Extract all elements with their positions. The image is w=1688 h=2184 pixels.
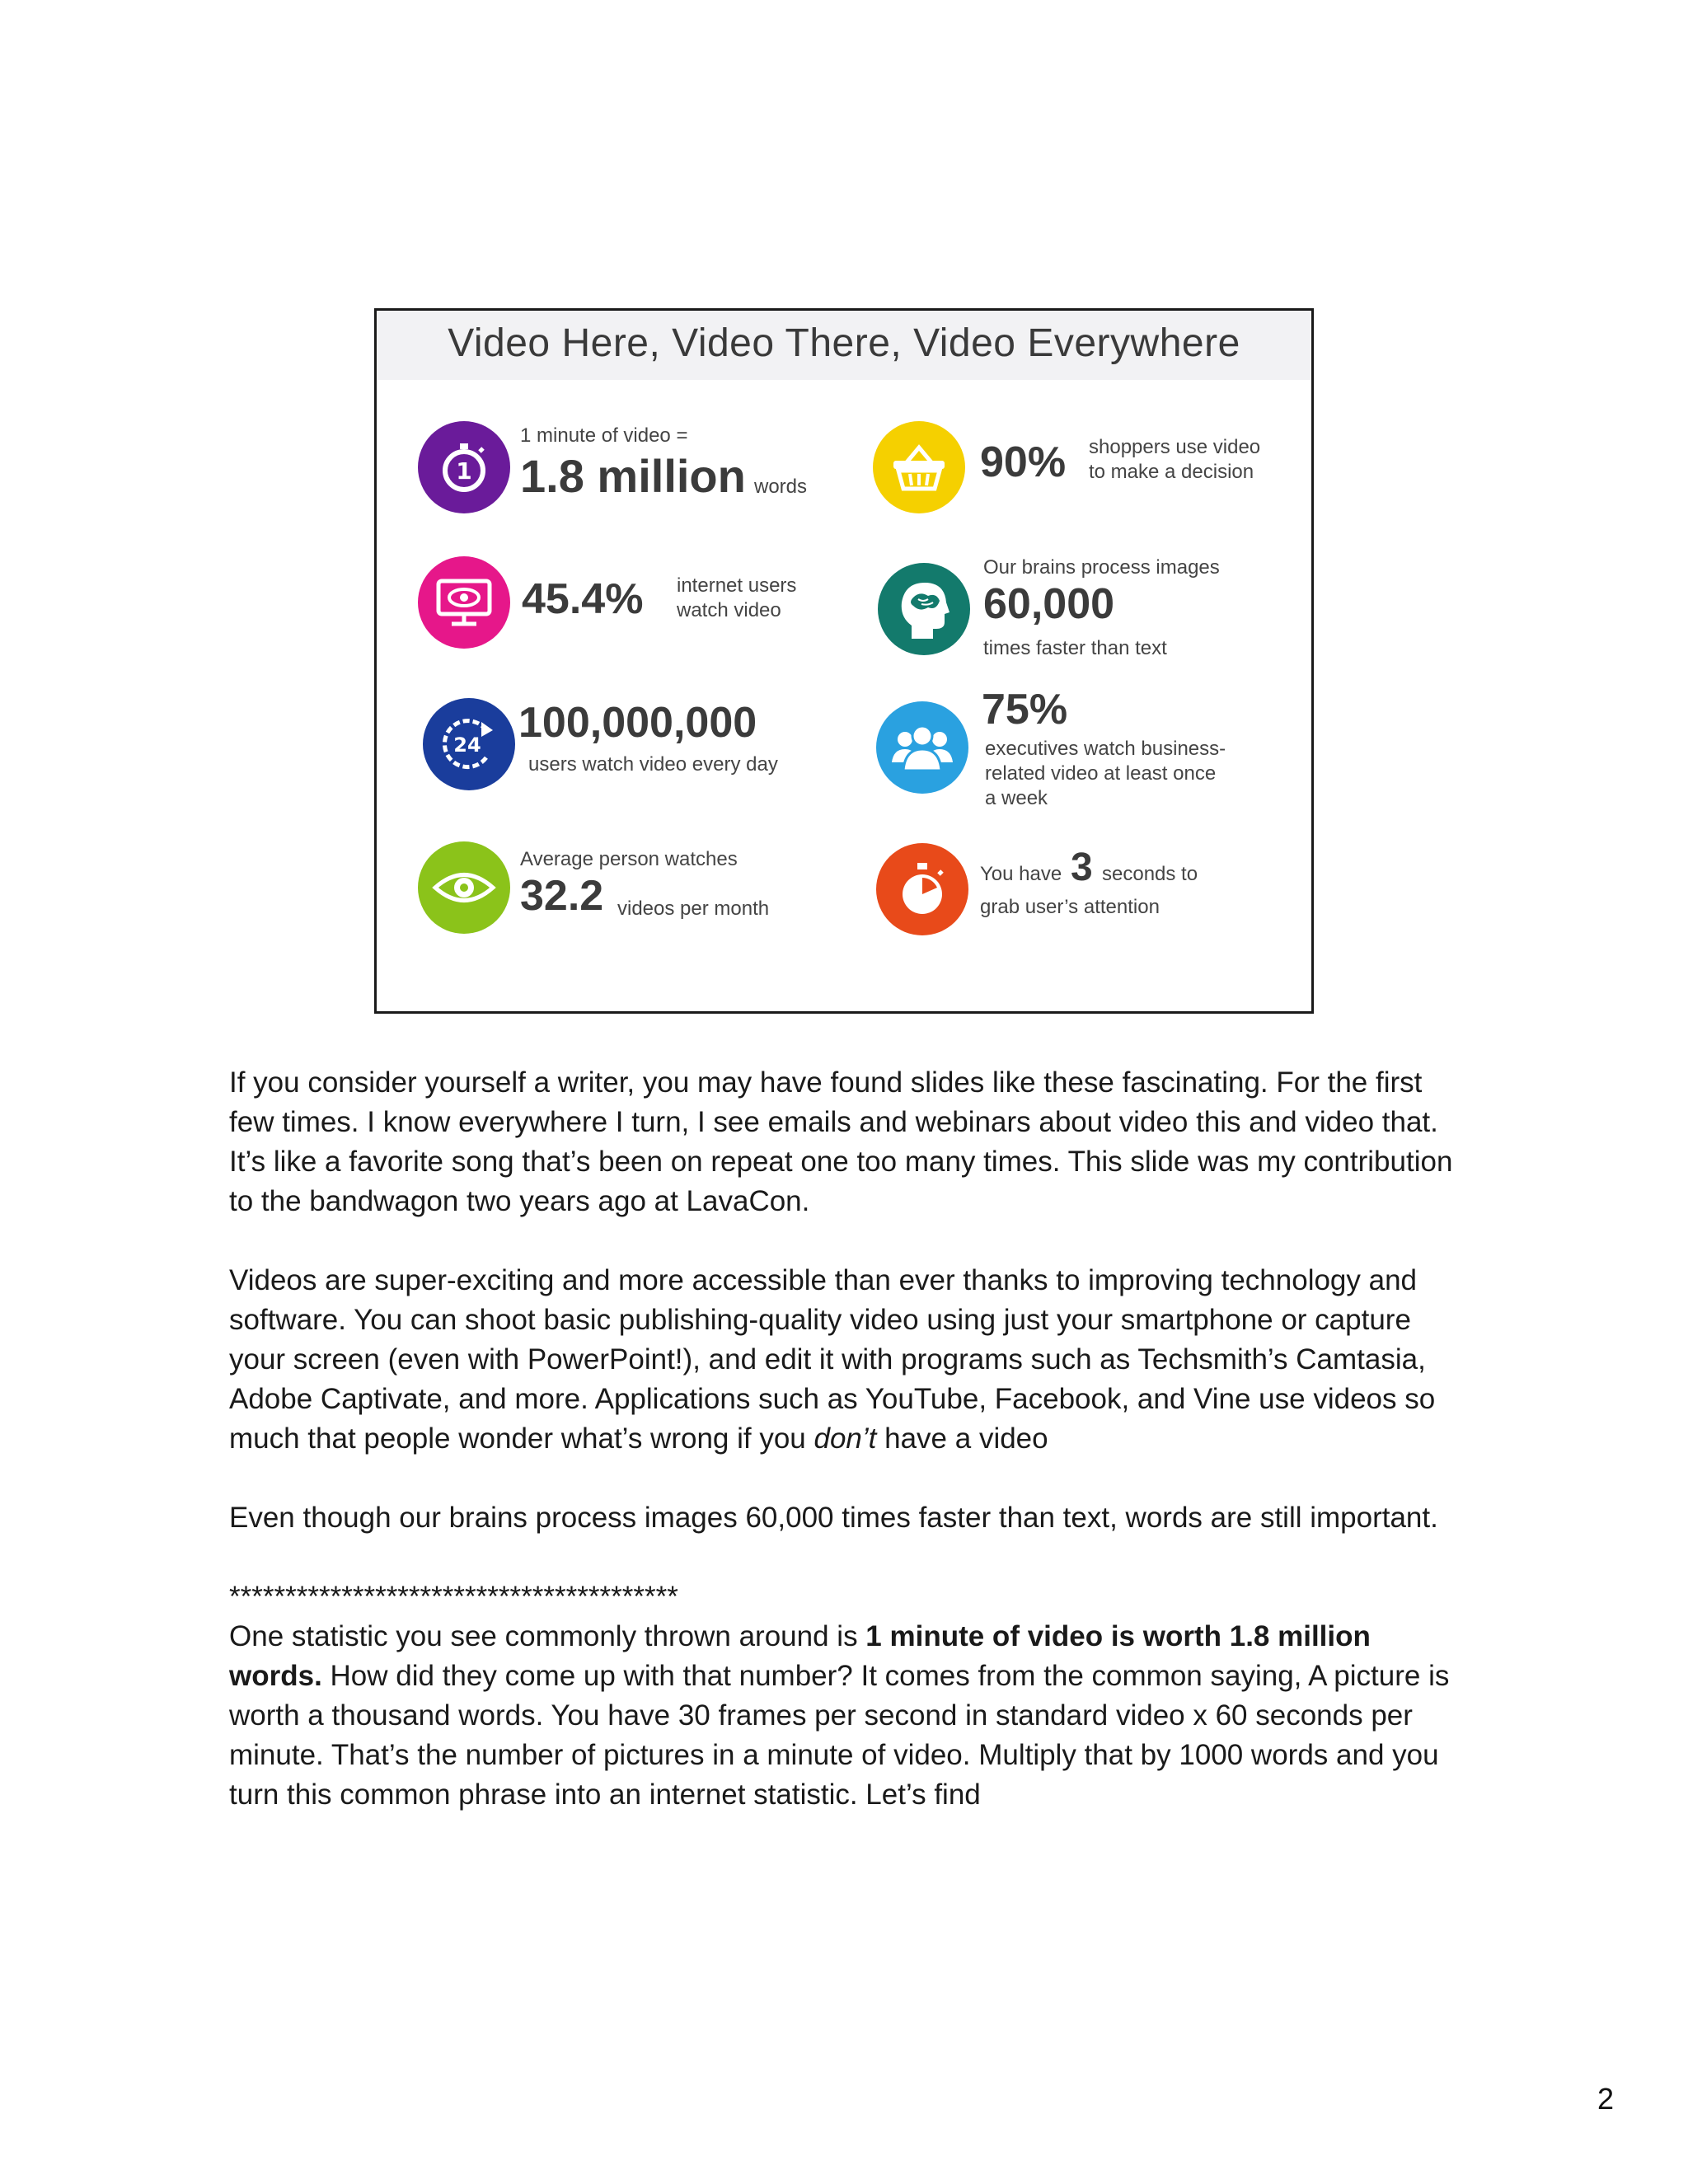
stat-minute-pre: 1 minute of video = xyxy=(520,424,688,447)
paragraph-4-bold: 1 minute of video is worth 1.8 million words. xyxy=(229,1620,1371,1692)
slide-title: Video Here, Video There, Video Everywhere xyxy=(448,321,1240,365)
stat-executives-line3: a week xyxy=(985,787,1048,809)
monitor-eye-icon xyxy=(418,556,510,649)
stat-shoppers-big: 90% xyxy=(980,438,1067,486)
stopwatch-icon xyxy=(418,421,510,513)
stat-executives-big: 75% xyxy=(982,686,1068,733)
paragraph-1: If you consider yourself a writer, you may have found slides like these fascinating. For the first few times. I know everywhere I turn, I see emails and webinars about video this and video that. It’s like a favorite song that’s been on repeat one too many times. This slide was my contribution to the bandwagon two years ago at LavaCon. xyxy=(229,1066,1453,1217)
stat-brains-pre: Our brains process images xyxy=(983,556,1220,579)
stat-internet-line1: internet users xyxy=(677,574,797,597)
paragraph-4-end: How did they come up with that number? It comes from the common saying, A picture is worth a thousand words. You have 30 frames per second in standard video x 60 seconds per minute. That’s the number of pictures in a minute of video. Multiply that by 1000 words and you turn this common phrase into an internet statistic. Let’s find xyxy=(229,1660,1450,1811)
stat-executives-line1: executives watch business- xyxy=(985,738,1226,760)
people-icon xyxy=(876,701,968,794)
brain-head-icon xyxy=(878,563,970,655)
eye-icon xyxy=(418,841,510,934)
24-hour-icon-label: 24 xyxy=(453,733,481,757)
stat-brains-post: times faster than text xyxy=(983,637,1167,659)
paragraph-2-text: Videos are super-exciting and more accessible than ever thanks to improving technology and software. You can shoot basic publishing-quality video using just your smartphone or capture your screen (even with PowerPoint!), and edit it with programs such as Techsmith’s Camtasia, Adobe Captivate, and more. Applications such as YouTube, Facebook, and Vine use videos so much that people wonder what’s wrong if you xyxy=(229,1264,1436,1455)
stat-attention-line2: grab user’s attention xyxy=(980,896,1160,918)
stat-executives-line2: related video at least once xyxy=(985,762,1217,785)
stat-average-suffix: videos per month xyxy=(617,898,770,920)
stat-minute-suffix: words xyxy=(754,476,808,498)
stat-shoppers-line1: shoppers use video xyxy=(1089,436,1261,458)
separator-line: **************************************** xyxy=(229,1581,678,1613)
stat-attention-mid: seconds to xyxy=(1102,863,1198,885)
paragraph-2 xyxy=(229,1261,1465,1459)
24-hour-icon xyxy=(423,698,515,790)
page-number: 2 xyxy=(1597,2082,1615,2116)
stat-shoppers-line2: to make a decision xyxy=(1089,461,1254,483)
paragraph-3: Even though our brains process images 60,000 times faster than text, words are still important. xyxy=(229,1502,1438,1534)
svg-text:1: 1 xyxy=(456,457,472,485)
basket-icon xyxy=(873,421,965,513)
stat-attention-pre: You have xyxy=(980,863,1062,885)
stat-average-pre: Average person watches xyxy=(520,848,738,870)
body-text xyxy=(229,1063,1465,1854)
stat-minute-big: 1.8 million xyxy=(520,450,746,502)
stat-brains-big: 60,000 xyxy=(983,580,1115,628)
paragraph-2-italic: don’t xyxy=(814,1422,877,1455)
stat-users-line1: users watch video every day xyxy=(528,753,778,776)
stat-internet-line2: watch video xyxy=(677,599,781,621)
stat-attention-big: 3 xyxy=(1071,846,1093,889)
paragraph-4 xyxy=(229,1617,1465,1815)
paragraph-4-text: One statistic you see commonly thrown around is xyxy=(229,1620,866,1652)
infographic-slide xyxy=(374,308,1314,1014)
timer-icon xyxy=(876,843,968,935)
stat-users-big: 100,000,000 xyxy=(518,699,757,747)
stat-average-big: 32.2 xyxy=(520,872,604,920)
paragraph-2-end: have a video xyxy=(876,1422,1048,1455)
stat-internet-big: 45.4% xyxy=(522,575,644,623)
